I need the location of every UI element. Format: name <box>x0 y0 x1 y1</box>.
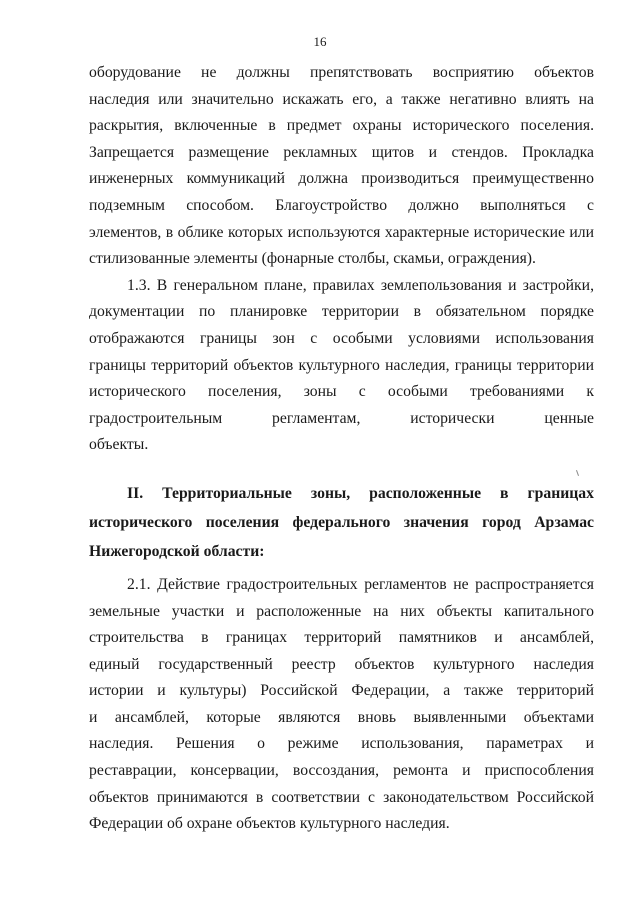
text-line: единый государственный реестр объектов культурного наследия <box>89 655 594 673</box>
text-line: 1.3. В генеральном плане, правилах землепользования и застройки, <box>127 276 594 294</box>
page-number: 16 <box>313 34 327 49</box>
text-line: истории и культуры) Российской Федерации, а также территорий <box>89 682 594 700</box>
text-line: документации по планировке территории в обязательном порядке <box>89 303 594 321</box>
text-line: Федерации об охране объектов культурного наследия. <box>89 815 450 833</box>
text-line: стилизованные элементы (фонарные столбы, скамьи, ограждения). <box>89 250 536 268</box>
text-line: элементов, в облике которых используются характерные исторические или <box>89 223 594 241</box>
text-line: градостроительным регламентам, исторически ценные <box>89 409 594 427</box>
paragraph-2-1 <box>89 572 594 838</box>
text-line: оборудование не должны препятствовать восприятию объектов <box>89 64 594 81</box>
document-body <box>89 60 594 838</box>
text-line: и ансамблей, которые являются вновь выявленными объектами <box>89 708 594 726</box>
text-line: подземным способом. Благоустройство должно выполняться с <box>89 196 594 214</box>
text-line: исторического поселения, зоны с особыми требованиями к <box>89 383 594 401</box>
text-line: объекты. <box>89 436 149 454</box>
text-line: 2.1. Действие градостроительных регламентов не распространяется <box>127 575 594 593</box>
paragraph-continuation <box>89 60 594 273</box>
text-line: отображаются границы зон с особыми условиями использования <box>89 329 594 347</box>
text-line: объектов принимаются в соответствии с законодательством Российской <box>89 788 594 806</box>
heading-line: Нижегородской области: <box>89 542 265 560</box>
paragraph-1-3 <box>89 273 594 459</box>
text-line: раскрытия, включенные в предмет охраны исторического поселения. <box>89 117 594 135</box>
text-line: Запрещается размещение рекламных щитов и стендов. Прокладка <box>89 143 594 161</box>
text-line: реставрации, консервации, воссоздания, ремонта и приспособления <box>89 762 594 780</box>
text-line: инженерных коммуникаций должна производиться преимущественно <box>89 170 594 188</box>
text-line: строительства в границах территорий памятников и ансамблей, <box>89 629 594 647</box>
heading-line: исторического поселения федерального значения город Арзамас <box>89 513 594 531</box>
text-line: наследия или значительно искажать его, а также негативно влиять на <box>89 90 594 108</box>
text-line: земельные участки и расположенные на них объекты капитального <box>89 602 594 620</box>
text-line: наследия. Решения о режиме использования, параметрах и <box>89 735 594 753</box>
heading-line: II. Территориальные зоны, расположенные в границах <box>127 484 594 502</box>
text-line: границы территорий объектов культурного наследия, границы территории <box>89 356 594 374</box>
section-heading <box>89 479 594 566</box>
